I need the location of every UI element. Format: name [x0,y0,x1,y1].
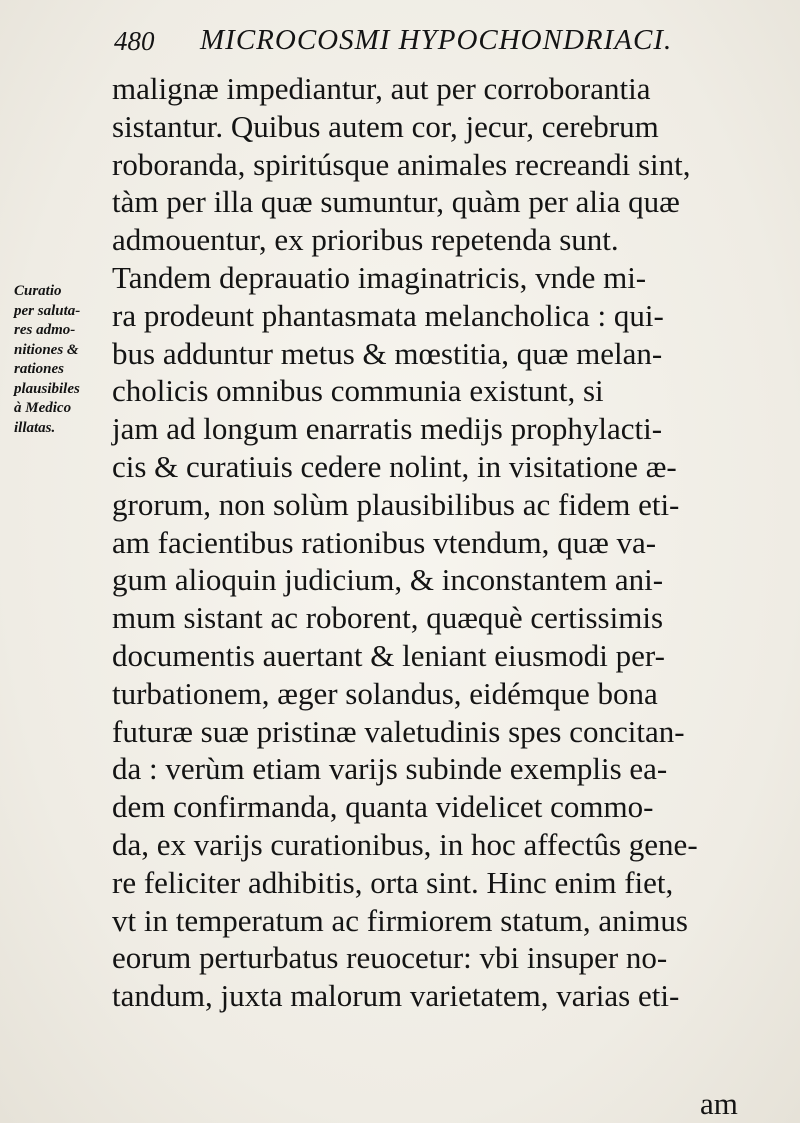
text-line: cis & curatiuis cedere nolint, in visitatione æ- [112,448,677,484]
text-line: Tandem deprauatio imaginatricis, vnde mi- [112,259,647,295]
margin-note-line: per saluta- [14,302,81,319]
text-line: mum sistant ac roborent, quæquè certissimis [112,600,664,636]
margin-note-line: illatas. [14,419,56,436]
text-line: cholicis omnibus communia existunt, si [112,373,604,409]
text-line: admouentur, ex prioribus repetenda sunt. [112,222,619,258]
text-line: ra prodeunt phantasmata melancholica : qui- [112,297,664,333]
text-line: vt in temperatum ac firmiorem statum, animus [112,902,688,938]
text-line: bus adduntur metus & mœstitia, quæ melan- [112,335,663,371]
margin-note-line: nitiones & [14,341,79,358]
text-line: dem confirmanda, quanta videlicet commo- [112,789,654,825]
text-line: am facientibus rationibus vtendum, quæ va- [112,524,657,560]
text-line: sistantur. Quibus autem cor, jecur, cerebrum [112,108,659,144]
margin-note [14,282,104,438]
margin-note-line: rationes [14,361,65,377]
text-line: re feliciter adhibitis, orta sint. Hinc enim fiet, [112,864,674,900]
text-line: tàm per illa quæ sumuntur, quàm per alia quæ [112,184,680,220]
text-line: malignæ impediantur, aut per corroborantia [112,71,651,106]
text-line: da : verùm etiam varijs subinde exemplis ea- [112,751,668,787]
text-line: roboranda, spiritúsque animales recreandi sint, [112,146,691,182]
text-line: tandum, juxta malorum varietatem, varias eti- [112,978,680,1014]
catchword: am [700,1086,738,1121]
text-line: turbationem, æger solandus, eidémque bona [112,675,658,711]
body-text [112,70,764,1015]
margin-note-line: Curatio [14,283,62,299]
margin-note-line: plausibiles [14,380,80,397]
running-title: MICROCOSMI HYPOCHONDRIACI. [200,24,673,56]
text-line: da, ex varijs curationibus, in hoc affectûs gene- [112,826,698,862]
text-line: jam ad longum enarratis medijs prophylacti- [112,411,663,447]
margin-note-line: res admo- [14,322,76,338]
text-line: eorum perturbatus reuocetur: vbi insuper no- [112,940,668,976]
page-number: 480 [114,26,155,56]
margin-note-line: à Medico [14,400,72,416]
page-header [110,16,760,60]
text-line: futuræ suæ pristinæ valetudinis spes concitan- [112,713,685,749]
text-line: gum alioquin judicium, & inconstantem ani- [112,562,664,598]
text-line: grorum, non solùm plausibilibus ac fidem eti- [112,486,680,522]
text-line: documentis auertant & leniant eiusmodi per- [112,637,665,673]
